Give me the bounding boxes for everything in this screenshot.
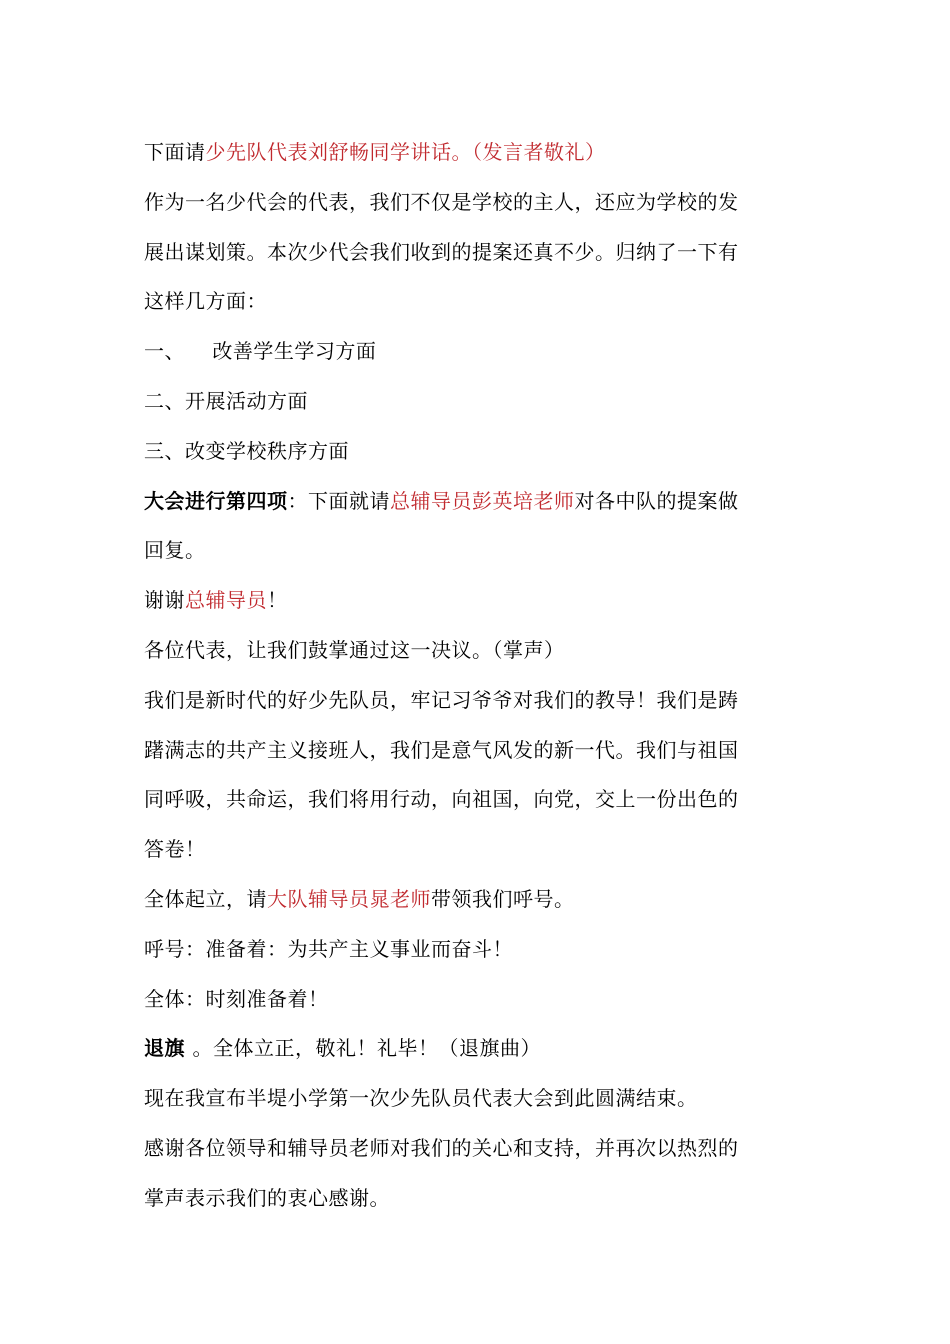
text-segment: 掌声表示我们的衷心感谢。 bbox=[144, 1185, 390, 1210]
text-line bbox=[144, 1124, 814, 1174]
text-line bbox=[144, 726, 814, 776]
highlighted-text: 总辅导员 bbox=[185, 588, 267, 613]
text-segment: 展出谋划策。本次少代会我们收到的提案还真不少。归纳了一下有 bbox=[144, 239, 739, 264]
text-line bbox=[144, 178, 814, 228]
text-segment: 答卷！ bbox=[144, 837, 206, 862]
text-segment: 全体：时刻准备着！ bbox=[144, 986, 329, 1011]
text-segment: 一、 改善学生学习方面 bbox=[144, 339, 377, 364]
text-line bbox=[144, 477, 814, 527]
text-segment: 同呼吸，共命运，我们将用行动，向祖国，向党，交上一份出色的 bbox=[144, 787, 739, 812]
highlighted-text: 总辅导员彭英培老师 bbox=[390, 488, 575, 513]
text-line bbox=[144, 1024, 814, 1074]
section-heading: 大会进行第四项 bbox=[144, 488, 288, 513]
text-segment: 感谢各位领导和辅导员老师对我们的关心和支持，并再次以热烈的 bbox=[144, 1135, 739, 1160]
text-line bbox=[144, 875, 814, 925]
text-line bbox=[144, 128, 814, 178]
text-segment: 现在我宣布半堤小学第一次少先队员代表大会到此圆满结束。 bbox=[144, 1086, 698, 1111]
highlighted-text: 大队辅导员晁老师 bbox=[267, 886, 431, 911]
text-line bbox=[144, 277, 814, 327]
text-line bbox=[144, 526, 814, 576]
list-item bbox=[144, 327, 814, 377]
text-line bbox=[144, 775, 814, 825]
text-line bbox=[144, 228, 814, 278]
text-segment: 这样几方面： bbox=[144, 289, 267, 314]
text-segment: 二、开展活动方面 bbox=[144, 388, 308, 413]
text-line bbox=[144, 676, 814, 726]
text-line bbox=[144, 975, 814, 1025]
list-item bbox=[144, 427, 814, 477]
text-segment: 对各中队的提案做 bbox=[574, 488, 739, 513]
text-segment: 三、改变学校秩序方面 bbox=[144, 438, 349, 463]
text-line bbox=[144, 626, 814, 676]
section-heading: 退旗 bbox=[144, 1036, 193, 1061]
text-segment: 各位代表，让我们鼓掌通过这一决议。（掌声） bbox=[144, 637, 565, 662]
text-line bbox=[144, 576, 814, 626]
text-segment: 全体起立，请 bbox=[144, 886, 267, 911]
text-segment: 躇满志的共产主义接班人，我们是意气风发的新一代。我们与祖国 bbox=[144, 737, 739, 762]
highlighted-text: 少先队代表刘舒畅同学讲话。（发言者敬礼） bbox=[205, 140, 606, 164]
text-line bbox=[144, 925, 814, 975]
text-segment: 回复。 bbox=[144, 538, 206, 563]
text-line bbox=[144, 825, 814, 875]
text-segment: ：下面就请 bbox=[287, 488, 390, 513]
text-segment: ！ bbox=[267, 588, 288, 613]
text-segment: 我们是新时代的好少先队员，牢记习爷爷对我们的教导！我们是踌 bbox=[144, 687, 739, 712]
text-segment: 作为一名少代会的代表，我们不仅是学校的主人，还应为学校的发 bbox=[144, 189, 739, 214]
text-line bbox=[144, 1074, 814, 1124]
text-segment: 。全体立正，敬礼！礼毕！（退旗曲） bbox=[192, 1036, 541, 1061]
text-segment: 谢谢 bbox=[144, 588, 185, 613]
text-segment: 带领我们呼号。 bbox=[431, 886, 575, 911]
document-body bbox=[144, 128, 814, 1224]
text-segment: 下面请 bbox=[144, 140, 206, 164]
text-line bbox=[144, 1174, 814, 1224]
text-segment: 呼号：准备着：为共产主义事业而奋斗！ bbox=[144, 936, 513, 961]
list-item bbox=[144, 377, 814, 427]
